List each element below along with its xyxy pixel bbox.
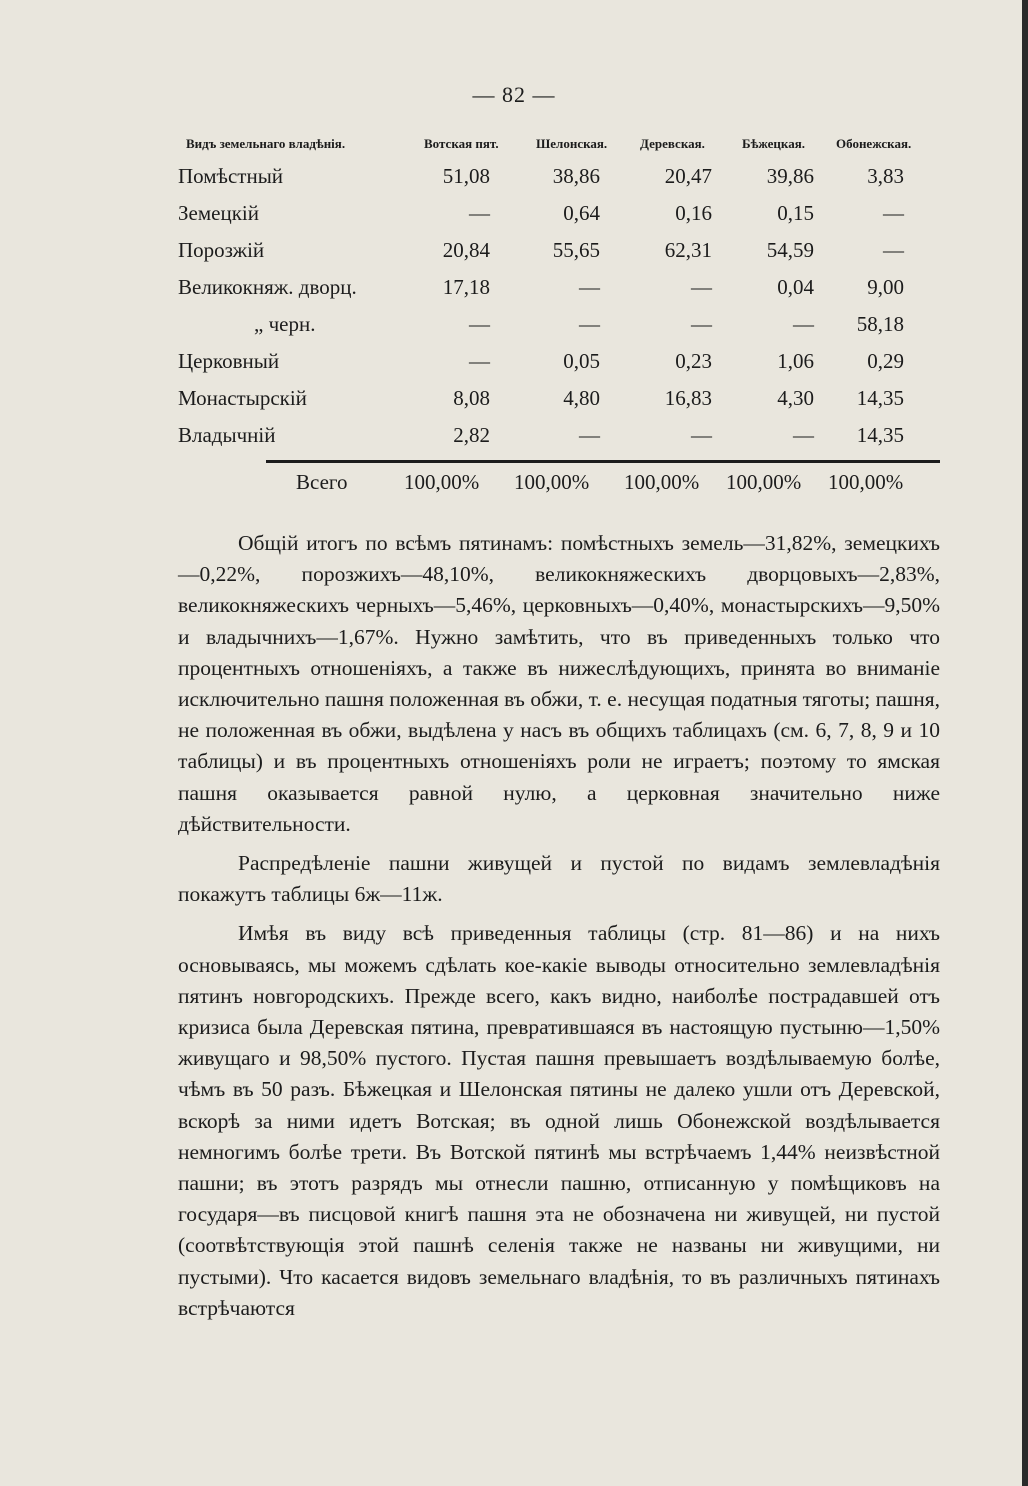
header-obonezhskaya: Обонежская. — [836, 136, 912, 151]
cell: — — [469, 312, 490, 336]
paragraph: Имѣя въ виду всѣ приведенныя таблицы (стр. 81—86) и на нихъ основываясь, мы можемъ сдѣлать кое-какіе выводы относительно землевладѣнія пятинъ новгородскихъ. Прежде всего, какъ видно, наиболѣе пострадавшей отъ кризиса была Деревская пятина, превратившаяся въ настоящую пустыню—1,50% живущаго и 98,50% пустого. Пустая пашня превышаетъ воздѣлываемую болѣе, чѣмъ въ 50 разъ. Бѣжецкая и Шелонская пятины не далеко ушли отъ Деревской, вскорѣ за ними идетъ Вотская; въ одной лишь Обонежской воздѣлывается немногимъ болѣе трети. Въ Вотской пятинѣ мы встрѣчаемъ 1,44% неизвѣстной пашни; въ этотъ разрядъ мы отнесли пашню, отписанную у помѣщиковъ на государя—въ писцовой книгѣ пашня эта не обозначена ни живущей, ни пустой (соотвѣтствующія этой пашнѣ селенія также не названы ни живущими, ни пустыми). Что касается видовъ земельнаго владѣнія, то въ различныхъ пятинахъ встрѣчаются — [178, 921, 940, 1320]
table-row — [178, 197, 940, 234]
cell: — — [579, 275, 600, 299]
cell: — — [469, 349, 490, 373]
cell: 0,64 — [563, 201, 600, 225]
cell: — — [691, 423, 712, 447]
cell: — — [691, 275, 712, 299]
cell: 2,82 — [453, 423, 490, 447]
total-cell: 100,00% — [514, 470, 590, 494]
cell: 0,29 — [867, 349, 904, 373]
cell: — — [469, 201, 490, 225]
cell: 51,08 — [442, 164, 490, 188]
cell: 62,31 — [664, 238, 712, 262]
page-edge — [1022, 0, 1028, 1486]
cell: 0,05 — [563, 349, 600, 373]
land-ownership-table — [178, 128, 940, 494]
header-derevskaya: Деревская. — [640, 136, 705, 151]
table-row — [178, 345, 940, 382]
body-text — [178, 528, 940, 1324]
cell: — — [793, 312, 814, 336]
cell: 38,86 — [552, 164, 600, 188]
paragraph: Распредѣленіе пашни живущей и пустой по видамъ землевладѣнія покажутъ таблицы 6ж—11ж. — [178, 851, 940, 907]
cell: 0,04 — [777, 275, 814, 299]
cell: — — [691, 312, 712, 336]
cell: 8,08 — [453, 386, 490, 410]
cell: — — [883, 238, 904, 262]
table-header-row — [178, 128, 940, 160]
page-number: — 82 — — [472, 82, 556, 107]
header-votskaya: Вотская пят. — [424, 136, 499, 151]
row-label: Монастырскій — [178, 386, 307, 410]
table-row — [178, 234, 940, 271]
table-row — [178, 382, 940, 419]
row-label: Церковный — [178, 349, 280, 373]
cell: — — [579, 423, 600, 447]
row-label: Порозжій — [178, 238, 265, 262]
table-row — [178, 308, 940, 345]
cell: 14,35 — [856, 423, 904, 447]
row-label: Земецкій — [178, 201, 259, 225]
cell: 14,35 — [856, 386, 904, 410]
cell: — — [579, 312, 600, 336]
cell: 20,47 — [664, 164, 712, 188]
table-row — [178, 271, 940, 308]
row-label: Владычній — [178, 423, 276, 447]
cell: 0,23 — [675, 349, 712, 373]
total-label: Всего — [296, 470, 348, 494]
cell: 17,18 — [442, 275, 490, 299]
total-divider — [266, 460, 940, 463]
header-bezhetskaya: Бѣжецкая. — [742, 136, 805, 151]
cell: 0,16 — [675, 201, 712, 225]
total-cell: 100,00% — [828, 470, 904, 494]
table-total-row — [178, 466, 940, 502]
row-label: „ черн. — [254, 312, 316, 336]
cell: 55,65 — [552, 238, 600, 262]
total-cell: 100,00% — [404, 470, 480, 494]
paragraph: Общій итогъ по всѣмъ пятинамъ: помѣстныхъ земель—31,82%, земецкихъ—0,22%, порозжихъ—48,10%, великокняжескихъ дворцовыхъ—2,83%, великокняжескихъ черныхъ—5,46%, церковныхъ—0,40%, монастырскихъ—9,50% и владычнихъ—1,67%. Нужно замѣтить, что въ приведенныхъ только что процентныхъ отношеніяхъ, а также въ нижеслѣдующихъ, принята во вниманіе исключительно пашня положенная въ обжи, т. е. несущая податныя тяготы; пашня, не положенная въ обжи, выдѣлена у насъ въ общихъ таблицахъ (см. 6, 7, 8, 9 и 10 таблицы) и въ процентныхъ отношеніяхъ роли не играетъ; поэтому то ямская пашня оказывается равной нулю, а церковная значительно ниже дѣйствительности. — [178, 531, 940, 836]
cell: 9,00 — [867, 275, 904, 299]
cell: 3,83 — [867, 164, 904, 188]
cell: — — [793, 423, 814, 447]
cell: 54,59 — [766, 238, 814, 262]
row-label: Помѣстный — [178, 164, 284, 188]
cell: — — [883, 201, 904, 225]
row-label: Великокняж. дворц. — [178, 275, 357, 299]
header-ownership-type: Видъ земельнаго владѣнія. — [186, 136, 346, 151]
cell: 1,06 — [777, 349, 814, 373]
cell: 4,80 — [563, 386, 600, 410]
cell: 39,86 — [766, 164, 814, 188]
header-shelonskaya: Шелонская. — [536, 136, 608, 151]
cell: 20,84 — [442, 238, 490, 262]
table-row — [178, 419, 940, 456]
total-cell: 100,00% — [624, 470, 700, 494]
total-cell: 100,00% — [726, 470, 802, 494]
cell: 4,30 — [777, 386, 814, 410]
cell: 58,18 — [856, 312, 904, 336]
cell: 0,15 — [777, 201, 814, 225]
table-row — [178, 160, 940, 197]
cell: 16,83 — [664, 386, 712, 410]
